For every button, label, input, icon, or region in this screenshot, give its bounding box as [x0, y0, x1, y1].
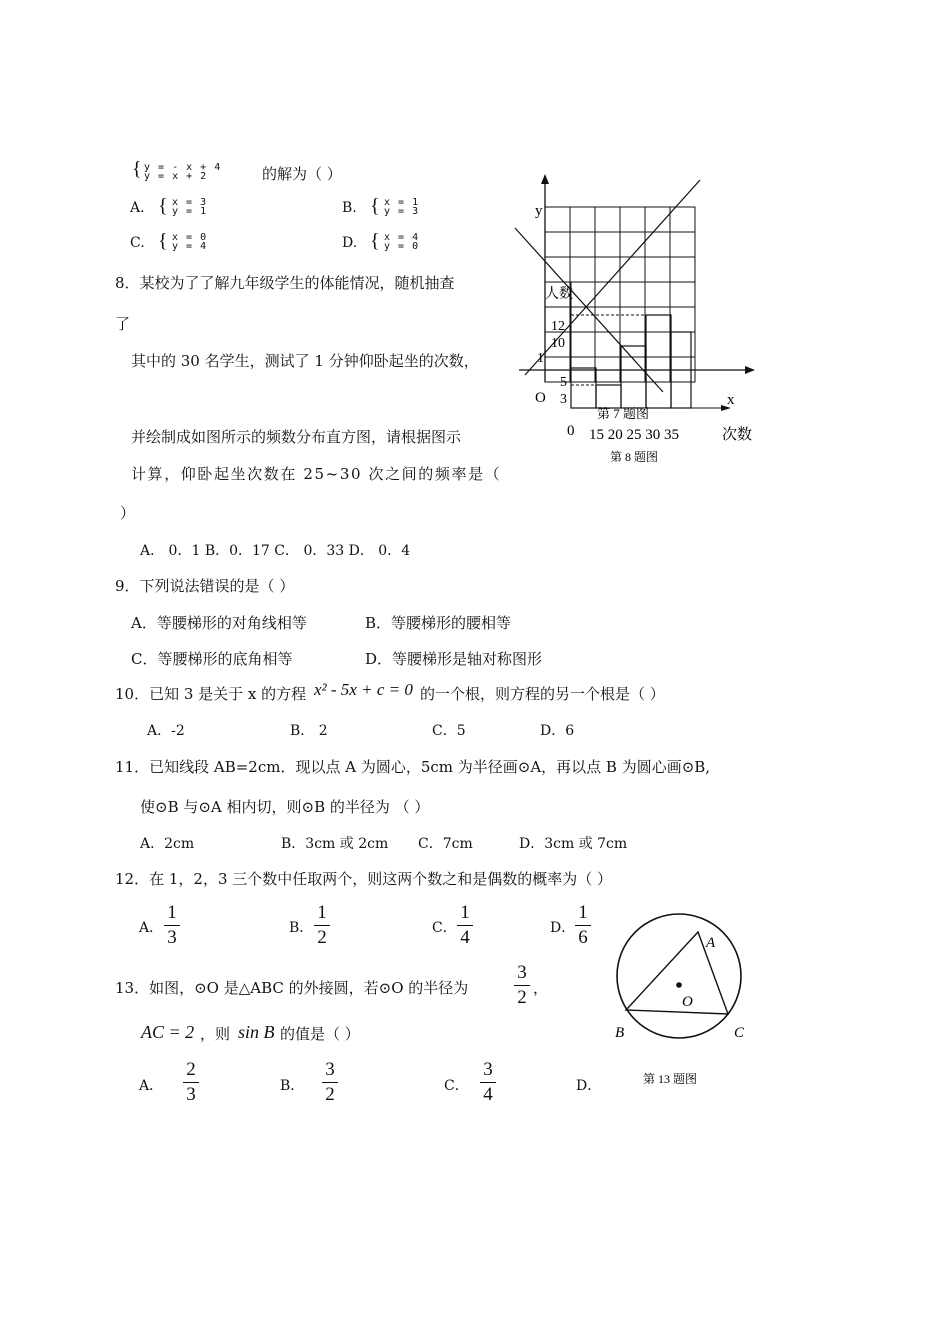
fig13-circle [617, 914, 741, 1038]
q8-options: A． 0．1 B．0．17 C． 0．33 D． 0．4 [140, 543, 411, 559]
fig7-x-label: x [727, 392, 735, 408]
q7-system-line1: y = - x + 4 [144, 162, 222, 173]
fig8-x-ticks: 15 20 25 30 35 [589, 427, 679, 443]
q12-option-c-fraction [457, 903, 473, 948]
q13-option-a-fraction [183, 1060, 199, 1105]
fig8-tick-12: 12 [551, 319, 565, 334]
q11-option-a: A．2cm [140, 836, 195, 852]
q13-a-denominator: 3 [186, 1084, 196, 1105]
fig13-caption: 第 13 题图 [643, 1072, 698, 1086]
q13-option-c-label: C． [444, 1078, 469, 1094]
q9-option-d: D．等腰梯形是轴对称图形 [365, 650, 543, 668]
q7-stem: 的解为（ ） [262, 165, 342, 183]
q11-line2: 使⊙B 与⊙A 相内切，则⊙B 的半径为 （ ） [140, 798, 430, 816]
q7-option-a-line2: y = 1 [172, 206, 208, 217]
q12-b-denominator: 2 [317, 927, 327, 948]
fig8-people-label: 人数 [545, 287, 573, 302]
q12-stem: 12．在 1，2，3 三个数中任取两个，则这两个数之和是偶数的概率为（ ） [115, 870, 613, 888]
q7-option-d-line2: y = 0 [384, 241, 420, 252]
q13-stem-b4: 的值是（ ） [280, 1025, 360, 1043]
q13-option-c-fraction [480, 1060, 496, 1105]
fig7-y-arrow [541, 174, 549, 184]
q10-option-d: D．6 [540, 723, 575, 739]
q10-stem-a: 10．已知 3 是关于 x 的方程 [115, 685, 307, 703]
q7-option-a-brace: { [158, 195, 168, 217]
q7-option-d-label: D. [342, 235, 358, 251]
q7-option-b-brace: { [370, 195, 380, 217]
fig13-center-dot [676, 982, 682, 988]
q12-option-a-fraction [164, 903, 180, 948]
q12-c-numerator: 1 [460, 902, 470, 923]
q8-line4b: ） [120, 504, 136, 522]
q10-option-a: A．-2 [147, 723, 185, 739]
q10-stem-b: 的一个根，则方程的另一个根是（ ） [420, 685, 665, 703]
q7-option-d-brace: { [370, 230, 380, 252]
q12-a-numerator: 1 [167, 902, 177, 923]
q7-option-b-line2: y = 3 [384, 206, 420, 217]
q9-option-a: A．等腰梯形的对角线相等 [131, 614, 307, 632]
q13-b-denominator: 2 [325, 1084, 335, 1105]
q7-option-b [384, 198, 419, 216]
q12-option-a-label: A． [139, 920, 164, 936]
q8-line4: 计算，仰卧起坐次数在 25~30 次之间的频率是（ [131, 465, 502, 483]
q13-stem-comma: ， [533, 979, 549, 997]
fig8-zero: 0 [567, 423, 575, 439]
q7-option-b-label: B. [342, 200, 357, 216]
q12-option-b-fraction [314, 903, 330, 948]
q8-line1b: 了 [115, 315, 131, 333]
figure-13 [600, 910, 770, 1090]
q12-option-c-label: C． [432, 920, 457, 936]
fig7-origin-label: O [535, 390, 546, 406]
q7-system [144, 163, 221, 181]
q13-option-a-label: A． [139, 1078, 164, 1094]
q7-system-brace: { [132, 158, 142, 180]
q11-option-d: D．3cm 或 7cm [519, 836, 628, 852]
fig7-y-label: y [535, 203, 543, 219]
fig8-tick-10: 10 [551, 336, 565, 351]
q7-option-d [384, 233, 419, 251]
q13-radius-fraction [514, 963, 530, 1008]
q12-option-b-label: B． [289, 920, 314, 936]
q12-b-numerator: 1 [317, 902, 327, 923]
fig8-caption: 第 8 题图 [610, 450, 659, 464]
q13-radius-numerator: 3 [517, 962, 527, 983]
q8-line2: 其中的 30 名学生，测试了 1 分钟仰卧起坐的次数， [131, 352, 479, 370]
fig8-tick-5: 5 [560, 375, 567, 390]
q12-d-numerator: 1 [578, 902, 588, 923]
fig8-tick-3: 3 [560, 392, 567, 407]
q13-ac-equation: AC = 2 [141, 1022, 195, 1042]
q13-c-numerator: 3 [483, 1059, 493, 1080]
q7-option-a-label: A. [130, 200, 145, 216]
q13-a-numerator: 2 [186, 1059, 196, 1080]
q10-equation: x² - 5x + c = 0 [314, 680, 413, 699]
q10-option-b: B． 2 [290, 723, 328, 739]
fig8-count-label: 次数 [722, 427, 753, 443]
q11-option-c: C．7cm [418, 836, 473, 852]
q8-line3: 并绘制成如图所示的频数分布直方图，请根据图示 [131, 428, 462, 446]
fig13-label-o: O [682, 994, 693, 1010]
q13-radius-denominator: 2 [517, 987, 527, 1008]
q7-option-c-line1: x = 0 [172, 232, 208, 243]
q12-option-d-label: D． [550, 920, 576, 936]
q11-line1: 11．已知线段 AB=2cm．现以点 A 为圆心，5cm 为半径画⊙A，再以点 B 为圆心画⊙B, [115, 758, 711, 776]
q7-option-c-label: C. [130, 235, 145, 251]
q7-option-a [172, 198, 207, 216]
q7-system-line2: y = x + 2 [144, 171, 208, 182]
q7-option-b-line1: x = 1 [384, 197, 420, 208]
fig13-label-a: A [706, 935, 716, 951]
q7-option-d-line1: x = 4 [384, 232, 420, 243]
q11-option-b: B．3cm 或 2cm [281, 836, 389, 852]
q13-option-b-fraction [322, 1060, 338, 1105]
q7-option-c-line2: y = 4 [172, 241, 208, 252]
fig8-tick-1: 1 [537, 351, 544, 366]
fig13-label-c: C [734, 1025, 745, 1041]
q12-a-denominator: 3 [167, 927, 177, 948]
fig13-label-b: B [615, 1025, 625, 1041]
q13-option-d-label: D． [576, 1078, 602, 1094]
q13-option-b-label: B． [280, 1078, 305, 1094]
q13-stem-b2: ，则 [200, 1025, 231, 1043]
fig7-x-arrow [745, 366, 755, 374]
fig7-caption: 第 7 题图 [597, 406, 650, 421]
q12-c-denominator: 4 [460, 927, 470, 948]
q7-option-c [172, 233, 207, 251]
q9-stem: 9．下列说法错误的是（ ） [115, 577, 295, 595]
q8-line1: 8．某校为了了解九年级学生的体能情况，随机抽查 [115, 274, 455, 292]
figure-7-8 [505, 170, 765, 470]
q9-option-b: B．等腰梯形的腰相等 [365, 614, 512, 632]
q13-stem-a: 13．如图，⊙O 是△ABC 的外接圆，若⊙O 的半径为 [115, 979, 469, 997]
q12-option-d-fraction [575, 903, 591, 948]
q7-option-a-line1: x = 3 [172, 197, 208, 208]
q10-option-c: C．5 [432, 723, 466, 739]
fig8-bars [571, 315, 691, 408]
q13-sinb: sin B [238, 1022, 275, 1042]
q9-option-c: C．等腰梯形的底角相等 [131, 650, 293, 668]
fig8-dashed-guides [571, 315, 646, 385]
q13-b-numerator: 3 [325, 1059, 335, 1080]
q7-option-c-brace: { [158, 230, 168, 252]
q13-c-denominator: 4 [483, 1084, 493, 1105]
fig7-line-1 [515, 228, 663, 392]
q12-d-denominator: 6 [578, 927, 588, 948]
